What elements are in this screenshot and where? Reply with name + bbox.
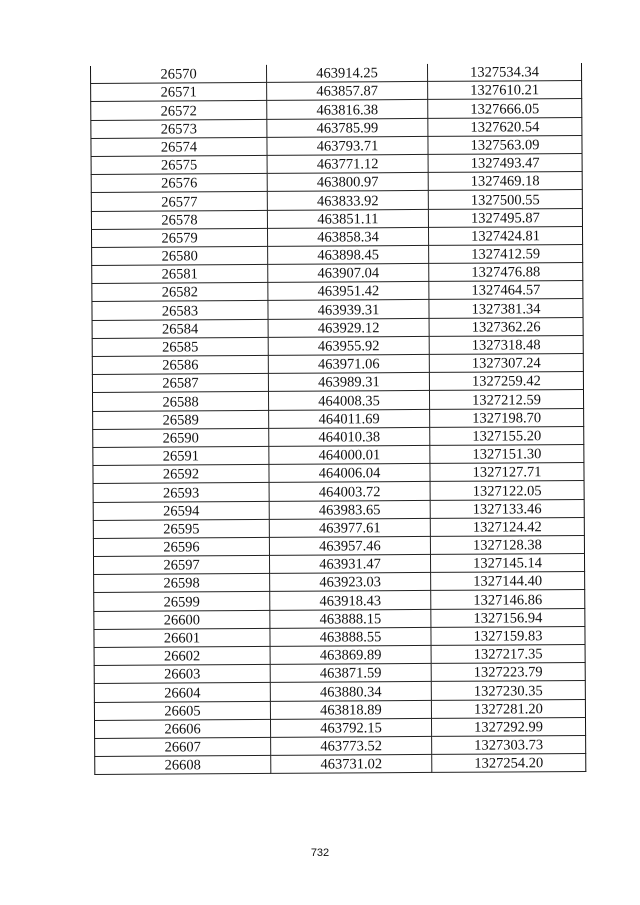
y-coordinate-cell: 1327424.81 — [428, 226, 582, 245]
x-coordinate-cell: 464010.38 — [269, 427, 430, 446]
point-id-cell: 26603 — [94, 665, 270, 684]
y-coordinate-cell: 1327259.42 — [429, 372, 583, 391]
y-coordinate-cell: 1327212.59 — [429, 390, 583, 409]
point-id-cell: 26605 — [94, 701, 270, 720]
x-coordinate-cell: 463923.03 — [270, 573, 431, 592]
x-coordinate-cell: 463971.06 — [268, 354, 429, 373]
table-row — [93, 535, 584, 556]
y-coordinate-cell: 1327362.26 — [429, 317, 583, 336]
table-row — [91, 226, 582, 247]
x-coordinate-cell: 463731.02 — [271, 755, 432, 774]
x-coordinate-cell: 463898.45 — [268, 245, 429, 264]
x-coordinate-cell: 464008.35 — [268, 391, 429, 410]
y-coordinate-cell: 1327469.18 — [428, 172, 582, 191]
y-coordinate-cell: 1327381.34 — [429, 299, 583, 318]
y-coordinate-cell: 1327198.70 — [430, 408, 584, 427]
y-coordinate-cell: 1327144.40 — [431, 572, 585, 591]
table-row — [92, 317, 583, 338]
table-row — [94, 590, 585, 611]
table-row — [92, 299, 583, 320]
table-row — [93, 517, 584, 538]
y-coordinate-cell: 1327128.38 — [430, 535, 584, 554]
table-row — [94, 608, 585, 629]
point-id-cell: 26590 — [93, 428, 269, 447]
point-id-cell: 26578 — [91, 210, 267, 229]
y-coordinate-cell: 1327254.20 — [432, 754, 586, 773]
x-coordinate-cell: 464011.69 — [269, 409, 430, 428]
table-row — [93, 481, 584, 502]
y-coordinate-cell: 1327476.88 — [429, 263, 583, 282]
table-row — [93, 408, 584, 429]
table-row — [93, 444, 584, 465]
x-coordinate-cell: 463888.55 — [270, 627, 431, 646]
coordinate-table-container — [90, 63, 582, 775]
table-row — [91, 208, 582, 229]
x-coordinate-cell: 463851.11 — [267, 209, 428, 228]
table-row — [93, 499, 584, 520]
coordinate-table-body — [90, 63, 585, 775]
y-coordinate-cell: 1327318.48 — [429, 335, 583, 354]
table-row — [91, 153, 582, 174]
table-row — [92, 335, 583, 356]
point-id-cell: 26577 — [91, 192, 267, 211]
table-row — [94, 681, 585, 702]
point-id-cell: 26608 — [95, 756, 271, 775]
x-coordinate-cell: 463857.87 — [267, 82, 428, 101]
table-row — [93, 554, 584, 575]
y-coordinate-cell: 1327155.20 — [430, 426, 584, 445]
page-number: 732 — [310, 847, 330, 859]
x-coordinate-cell: 463858.34 — [267, 227, 428, 246]
table-row — [91, 135, 582, 156]
y-coordinate-cell: 1327292.99 — [431, 717, 585, 736]
point-id-cell: 26599 — [94, 592, 270, 611]
x-coordinate-cell: 463869.89 — [270, 645, 431, 664]
table-row — [95, 735, 586, 756]
x-coordinate-cell: 464006.04 — [269, 464, 430, 483]
point-id-cell: 26591 — [93, 446, 269, 465]
point-id-cell: 26573 — [91, 119, 267, 138]
y-coordinate-cell: 1327230.35 — [431, 681, 585, 700]
point-id-cell: 26584 — [92, 319, 268, 338]
x-coordinate-cell: 463955.92 — [268, 336, 429, 355]
y-coordinate-cell: 1327620.54 — [428, 117, 582, 136]
y-coordinate-cell: 1327127.71 — [430, 463, 584, 482]
point-id-cell: 26583 — [92, 301, 268, 320]
point-id-cell: 26606 — [94, 719, 270, 738]
y-coordinate-cell: 1327534.34 — [427, 63, 581, 82]
point-id-cell: 26586 — [92, 355, 268, 374]
table-row — [92, 263, 583, 284]
point-id-cell: 26585 — [92, 337, 268, 356]
point-id-cell: 26592 — [93, 465, 269, 484]
y-coordinate-cell: 1327217.35 — [431, 644, 585, 663]
point-id-cell: 26604 — [94, 683, 270, 702]
table-row — [92, 244, 583, 265]
table-row — [94, 699, 585, 720]
x-coordinate-cell: 463918.43 — [270, 591, 431, 610]
x-coordinate-cell: 463773.52 — [271, 736, 432, 755]
point-id-cell: 26607 — [95, 737, 271, 756]
table-row — [92, 281, 583, 302]
table-row — [91, 81, 582, 102]
x-coordinate-cell: 463792.15 — [270, 718, 431, 737]
table-row — [93, 463, 584, 484]
x-coordinate-cell: 463785.99 — [267, 118, 428, 137]
y-coordinate-cell: 1327412.59 — [429, 244, 583, 263]
table-row — [94, 626, 585, 647]
x-coordinate-cell: 464000.01 — [269, 445, 430, 464]
point-id-cell: 26593 — [93, 483, 269, 502]
table-row — [95, 754, 586, 775]
x-coordinate-cell: 463771.12 — [267, 154, 428, 173]
x-coordinate-cell: 464003.72 — [269, 482, 430, 501]
point-id-cell: 26570 — [90, 65, 266, 84]
y-coordinate-cell: 1327223.79 — [431, 663, 585, 682]
y-coordinate-cell: 1327666.05 — [428, 99, 582, 118]
table-row — [91, 99, 582, 120]
x-coordinate-cell: 463957.46 — [269, 536, 430, 555]
x-coordinate-cell: 463931.47 — [269, 554, 430, 573]
table-row — [91, 190, 582, 211]
point-id-cell: 26580 — [92, 246, 268, 265]
point-id-cell: 26582 — [92, 283, 268, 302]
table-row — [91, 117, 582, 138]
table-row — [92, 390, 583, 411]
y-coordinate-cell: 1327495.87 — [428, 208, 582, 227]
point-id-cell: 26595 — [93, 519, 269, 538]
x-coordinate-cell: 463880.34 — [270, 682, 431, 701]
point-id-cell: 26588 — [92, 392, 268, 411]
x-coordinate-cell: 463871.59 — [270, 664, 431, 683]
y-coordinate-cell: 1327493.47 — [428, 153, 582, 172]
y-coordinate-cell: 1327307.24 — [429, 353, 583, 372]
x-coordinate-cell: 463818.89 — [270, 700, 431, 719]
y-coordinate-cell: 1327159.83 — [431, 626, 585, 645]
y-coordinate-cell: 1327500.55 — [428, 190, 582, 209]
x-coordinate-cell: 463983.65 — [269, 500, 430, 519]
point-id-cell: 26587 — [92, 374, 268, 393]
y-coordinate-cell: 1327133.46 — [430, 499, 584, 518]
x-coordinate-cell: 463989.31 — [268, 373, 429, 392]
y-coordinate-cell: 1327281.20 — [431, 699, 585, 718]
point-id-cell: 26579 — [91, 228, 267, 247]
point-id-cell: 26596 — [93, 537, 269, 556]
point-id-cell: 26581 — [92, 264, 268, 283]
x-coordinate-cell: 463939.31 — [268, 300, 429, 319]
x-coordinate-cell: 463914.25 — [266, 64, 427, 83]
x-coordinate-cell: 463816.38 — [267, 100, 428, 119]
y-coordinate-cell: 1327122.05 — [430, 481, 584, 500]
table-row — [94, 572, 585, 593]
table-row — [92, 372, 583, 393]
coordinate-table — [90, 63, 586, 775]
point-id-cell: 26575 — [91, 155, 267, 174]
point-id-cell: 26574 — [91, 137, 267, 156]
y-coordinate-cell: 1327145.14 — [430, 554, 584, 573]
table-row — [92, 353, 583, 374]
point-id-cell: 26576 — [91, 174, 267, 193]
y-coordinate-cell: 1327146.86 — [431, 590, 585, 609]
x-coordinate-cell: 463977.61 — [269, 518, 430, 537]
y-coordinate-cell: 1327156.94 — [431, 608, 585, 627]
table-row — [90, 63, 581, 84]
point-id-cell: 26602 — [94, 646, 270, 665]
point-id-cell: 26598 — [94, 574, 270, 593]
point-id-cell: 26571 — [91, 83, 267, 102]
x-coordinate-cell: 463907.04 — [268, 263, 429, 282]
y-coordinate-cell: 1327303.73 — [432, 735, 586, 754]
y-coordinate-cell: 1327151.30 — [430, 444, 584, 463]
x-coordinate-cell: 463929.12 — [268, 318, 429, 337]
x-coordinate-cell: 463833.92 — [267, 191, 428, 210]
x-coordinate-cell: 463793.71 — [267, 136, 428, 155]
y-coordinate-cell: 1327563.09 — [428, 135, 582, 154]
x-coordinate-cell: 463800.97 — [267, 173, 428, 192]
table-row — [94, 717, 585, 738]
point-id-cell: 26572 — [91, 101, 267, 120]
y-coordinate-cell: 1327610.21 — [428, 81, 582, 100]
y-coordinate-cell: 1327124.42 — [430, 517, 584, 536]
table-row — [94, 663, 585, 684]
table-row — [94, 644, 585, 665]
point-id-cell: 26601 — [94, 628, 270, 647]
x-coordinate-cell: 463951.42 — [268, 282, 429, 301]
table-row — [93, 426, 584, 447]
y-coordinate-cell: 1327464.57 — [429, 281, 583, 300]
point-id-cell: 26594 — [93, 501, 269, 520]
point-id-cell: 26589 — [93, 410, 269, 429]
table-row — [91, 172, 582, 193]
point-id-cell: 26597 — [93, 555, 269, 574]
x-coordinate-cell: 463888.15 — [270, 609, 431, 628]
point-id-cell: 26600 — [94, 610, 270, 629]
